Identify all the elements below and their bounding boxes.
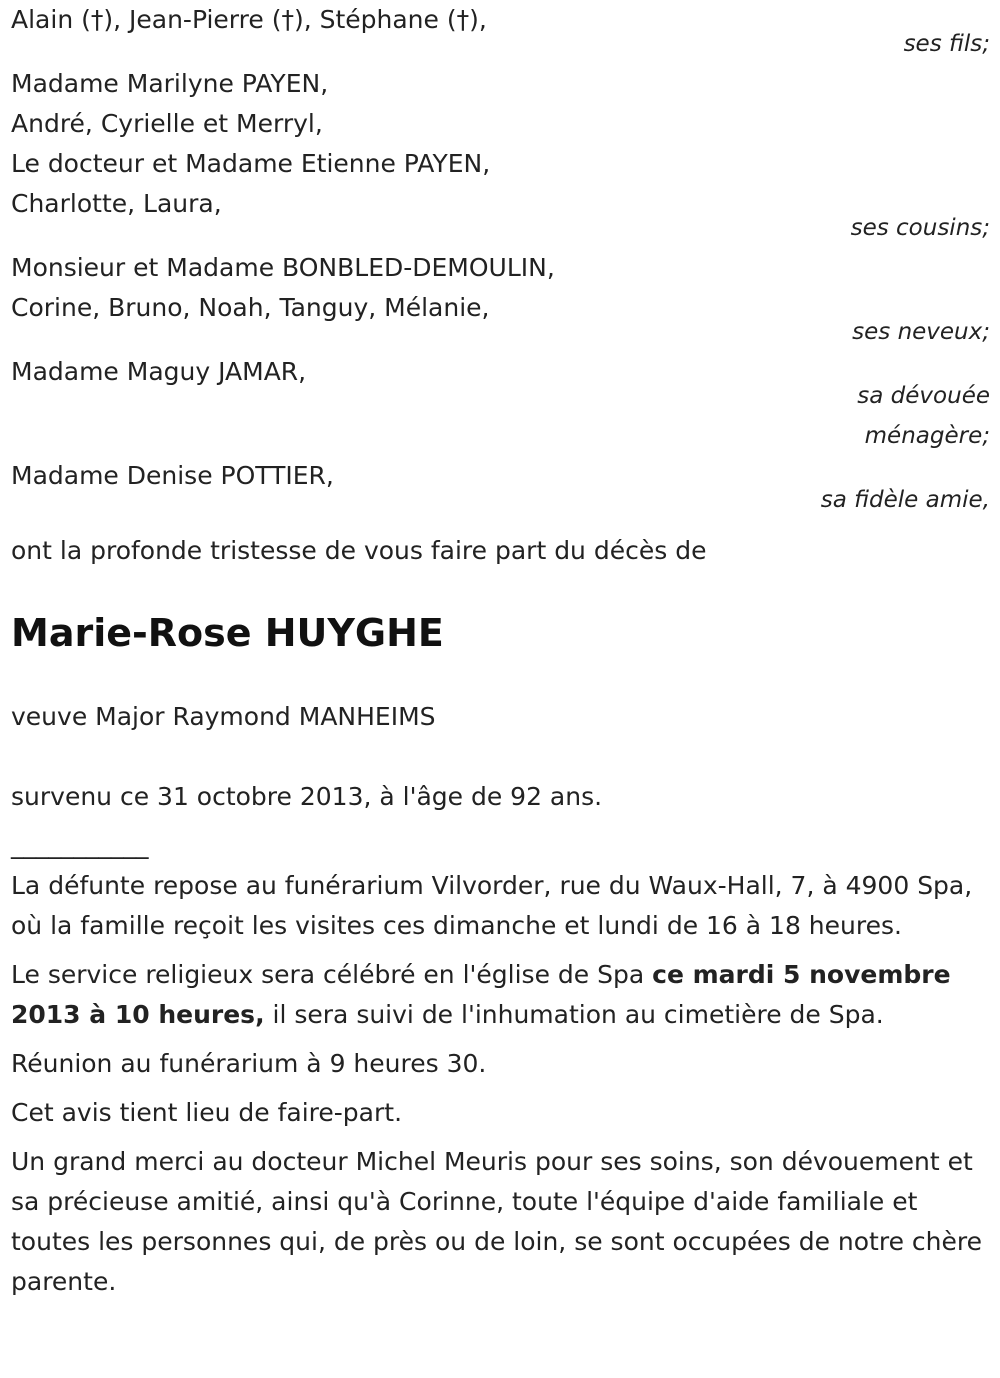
family-name-line: Le docteur et Madame Etienne PAYEN,	[11, 149, 491, 178]
relation-label: sa fidèle amie,	[820, 487, 990, 513]
family-names	[11, 64, 990, 224]
relation-line: ménagère;	[864, 423, 990, 449]
family-group-friend	[11, 456, 990, 520]
family-group-housekeeper	[11, 352, 990, 456]
family-name-line: Alain (†), Jean-Pierre (†), Stéphane (†),	[11, 5, 487, 34]
thanks-paragraph: Un grand merci au docteur Michel Meuris pour ses soins, son dévouement et sa précieuse amitié, ainsi qu'à Corinne, toute l'équipe d'aide familiale et toutes les personnes qui, de près ou de loin, se sont occupées de notre chère parente.	[11, 1147, 982, 1296]
service-date-time: ce mardi 5 novembre 2013 à 10 heures,	[11, 960, 951, 1029]
spouse-line: veuve Major Raymond MANHEIMS	[11, 702, 436, 731]
relation-line: sa dévouée	[857, 383, 990, 409]
family-name-line: Corine, Bruno, Noah, Tanguy, Mélanie,	[11, 293, 490, 322]
service-text: Le service religieux sera célébré en l'église de Spa	[11, 960, 653, 989]
announcement-intro: ont la profonde tristesse de vous faire part du décès de	[11, 536, 707, 565]
separator-line: ___________	[11, 830, 149, 859]
relation-label: ses cousins;	[850, 215, 990, 241]
family-name-line: Monsieur et Madame BONBLED-DEMOULIN,	[11, 253, 555, 282]
repose-paragraph: La défunte repose au funérarium Vilvorder, rue du Waux-Hall, 7, à 4900 Spa, où la famille reçoit les visites ces dimanche et lundi de 16 à 18 heures.	[11, 871, 973, 940]
family-name-line: Madame Maguy JAMAR,	[11, 357, 307, 386]
relation-label: ses fils;	[903, 31, 990, 57]
deceased-name: Marie-Rose HUYGHE	[11, 611, 444, 655]
faire-part-paragraph: Cet avis tient lieu de faire-part.	[11, 1098, 403, 1127]
service-text-after: il sera suivi de l'inhumation au cimetière de Spa.	[264, 1000, 884, 1029]
family-name-line: Charlotte, Laura,	[11, 189, 222, 218]
relation-label: ses neveux;	[852, 319, 990, 345]
death-info: survenu ce 31 octobre 2013, à l'âge de 92 ans.	[11, 782, 603, 811]
service-paragraph	[11, 955, 990, 1035]
family-group-cousins	[11, 64, 990, 248]
family-name-line: Madame Denise POTTIER,	[11, 461, 334, 490]
family-name-line: Madame Marilyne PAYEN,	[11, 69, 329, 98]
family-name-line: André, Cyrielle et Merryl,	[11, 109, 323, 138]
reunion-paragraph: Réunion au funérarium à 9 heures 30.	[11, 1049, 487, 1078]
family-group-nephews	[11, 248, 990, 352]
family-group-sons	[11, 0, 990, 64]
